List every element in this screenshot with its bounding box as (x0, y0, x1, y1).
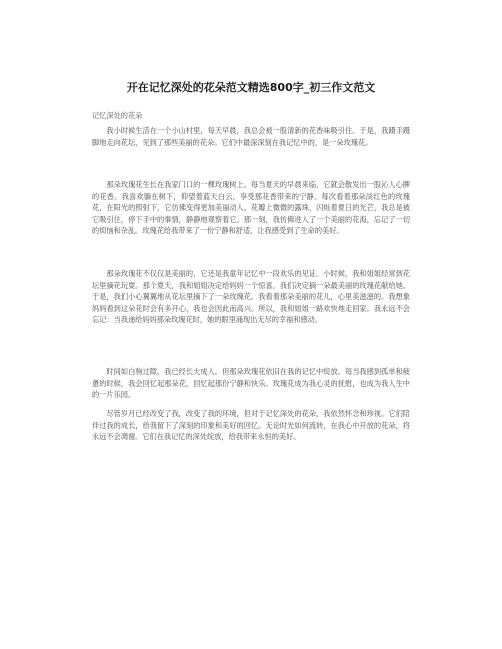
paragraph-3: 那朵玫瑰花不仅仅是美丽的，它还是我童年记忆中一段欢乐的见证。小时候，我和姐姐经常到花坛里摘花玩耍。那个夏天，我和姐姐决定给妈妈一个惊喜，我们决定摘一朵最美丽的玫瑰花献给她。于是，我们小心翼翼地从花坛里摘下了一朵玫瑰花。我看着那朵美丽的花儿，心里美滋滋的。我想象妈妈看到这朵花时会有多开心，我也会因此而高兴。所以，我和姐姐一路欢快地走回家。我永远不会忘记：当我递给妈妈那朵玫瑰花时，她的眼里涌现出无尽的幸福和感动。 (92, 269, 410, 325)
document-title: 开在记忆深处的花朵范文精选800字_初三作文范文 (126, 81, 376, 94)
paragraph-2: 那朵玫瑰花生长在我家门口的一棵玫瑰树上。每当夏天的早晨来临，它就会散发出一股沁人心脾的花香。我喜欢躺在树下，仰望着蓝天白云，享受那花香带来的宁静。每次看着那朵淡红色的玫瑰花，在阳光的照射下，它仿佛变得更加美丽动人。花瓣上微微的露珠，闪烁着夏日的光芒，我总是被它吸引住，停下手中的事情，静静地观察着它。那一刻，我仿佛进入了一个美丽的花海，忘记了一切的烦恼和杂乱。玫瑰花给我带来了一份宁静和舒适，让我感受到了生命的美好。 (92, 180, 410, 236)
paragraph-1: 我小时候生活在一个小山村里，每天早晨，我总会被一股清新的花香味吸引住。于是，我蹑手蹑脚地走向花坛，见到了那些美丽的花朵。它们中最深深刻在我记忆中的，是一朵玫瑰花。 (92, 126, 410, 147)
paragraph-4: 时间如白驹过隙，我已经长大成人。但那朵玫瑰花依旧在我的记忆中绽放。每当我感到孤单和疲惫的时候，我会回忆起那朵花，回忆起那份宁静和快乐。玫瑰花成为我心灵的抚慰，也成为我人生中的一片乐园。 (92, 367, 410, 400)
document-subtitle: 记忆深处的花朵 (92, 111, 143, 120)
paragraph-5: 尽管岁月已经改变了我，改变了我的环境，但对于记忆深处的花朵，我依然怀念和珍视。它们陪伴过我的成长，给我留下了深刻的印象和美好的回忆。无论时光如何流转，在我心中开放的花朵，将永远不会凋谢。它们在我记忆的深处绽放，给我带来永恒的美好。 (92, 409, 410, 442)
